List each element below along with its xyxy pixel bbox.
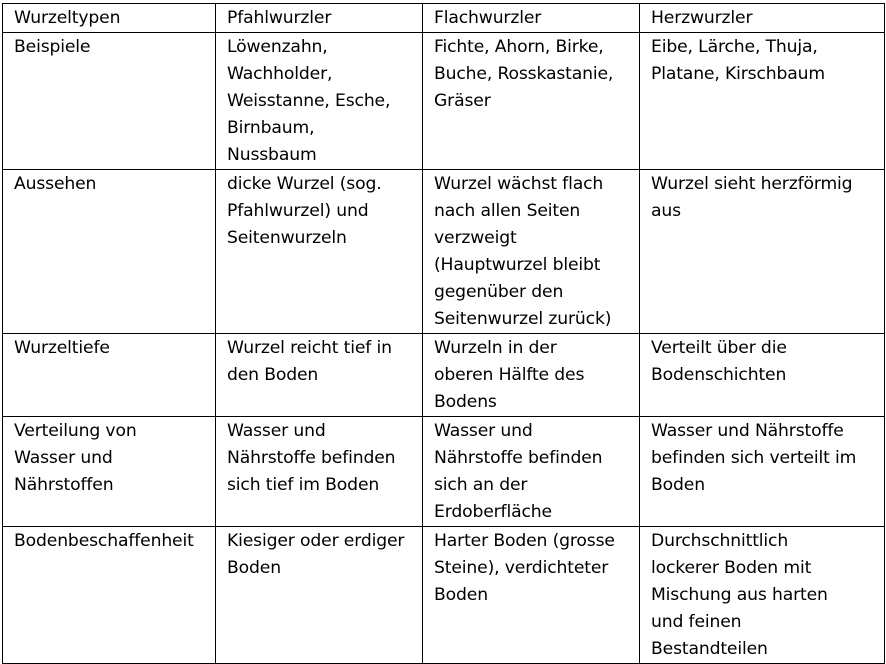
table-cell: Wurzeln in der oberen Hälfte des Bodens (423, 334, 640, 417)
header-cell-flachwurzler: Flachwurzler (423, 4, 640, 33)
table-header-row (3, 4, 885, 33)
row-label-cell: Verteilung von Wasser und Nährstoffen (3, 417, 216, 527)
header-cell-herzwurzler: Herzwurzler (640, 4, 885, 33)
table-cell: Eibe, Lärche, Thuja, Platane, Kirschbaum (640, 33, 885, 170)
row-label-cell: Beispiele (3, 33, 216, 170)
header-cell-wurzeltypen: Wurzeltypen (3, 4, 216, 33)
header-cell-pfahlwurzler: Pfahlwurzler (216, 4, 423, 33)
table-cell: Fichte, Ahorn, Birke, Buche, Rosskastanie, Gräser (423, 33, 640, 170)
table-cell: Kiesiger oder erdiger Boden (216, 527, 423, 664)
table-row-verteilung (3, 417, 885, 527)
row-label-cell: Aussehen (3, 170, 216, 334)
table-cell: Wurzel sieht herzförmig aus (640, 170, 885, 334)
table-cell: Wasser und Nährstoffe befinden sich an der Erdoberfläche (423, 417, 640, 527)
table-row-wurzeltiefe (3, 334, 885, 417)
root-types-table (2, 3, 885, 664)
table-row-beispiele (3, 33, 885, 170)
table-cell: Durchschnittlich lockerer Boden mit Mischung aus harten und feinen Bestandteilen (640, 527, 885, 664)
table-cell: Verteilt über die Bodenschichten (640, 334, 885, 417)
table-cell: dicke Wurzel (sog. Pfahlwurzel) und Seitenwurzeln (216, 170, 423, 334)
table-cell: Wasser und Nährstoffe befinden sich verteilt im Boden (640, 417, 885, 527)
table-row-bodenbeschaffenheit (3, 527, 885, 664)
table-cell: Harter Boden (grosse Steine), verdichteter Boden (423, 527, 640, 664)
table-cell: Wurzel wächst flach nach allen Seiten verzweigt (Hauptwurzel bleibt gegenüber den Seitenwurzel zurück) (423, 170, 640, 334)
row-label-cell: Wurzeltiefe (3, 334, 216, 417)
table-cell: Löwenzahn, Wachholder, Weisstanne, Esche, Birnbaum, Nussbaum (216, 33, 423, 170)
row-label-cell: Bodenbeschaffenheit (3, 527, 216, 664)
table-row-aussehen (3, 170, 885, 334)
table-cell: Wasser und Nährstoffe befinden sich tief im Boden (216, 417, 423, 527)
table-cell: Wurzel reicht tief in den Boden (216, 334, 423, 417)
